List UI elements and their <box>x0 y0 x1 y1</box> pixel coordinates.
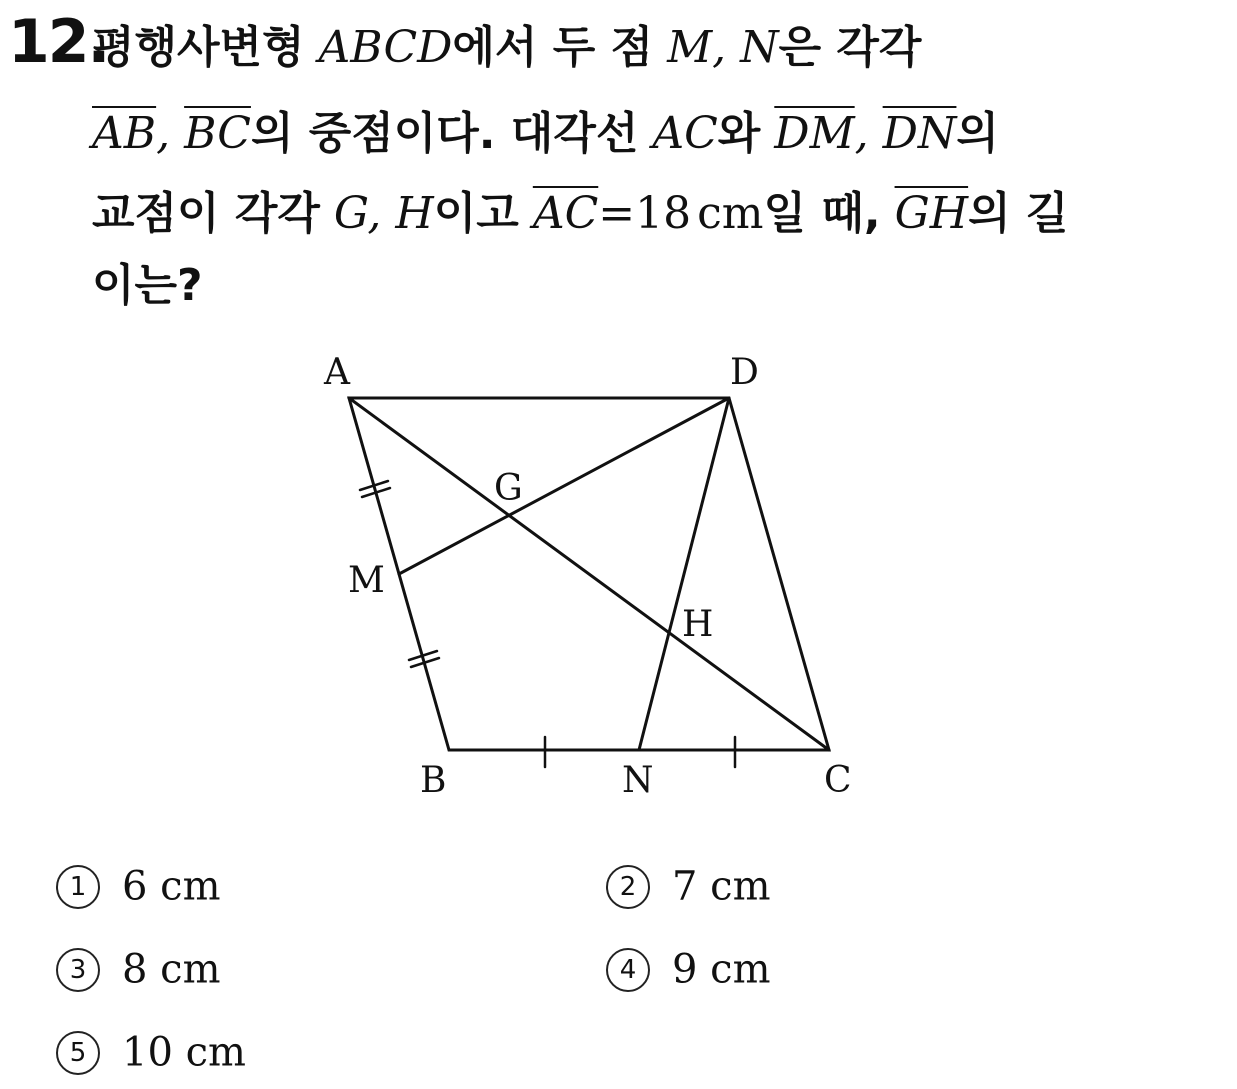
diagonal-ac <box>349 398 829 750</box>
text: 평행사변형 <box>92 22 305 73</box>
choice-value: 7 cm <box>672 863 771 910</box>
choice-number-badge: 2 <box>606 865 650 909</box>
choice-value: 8 cm <box>122 946 221 993</box>
choice-number-badge: 3 <box>56 948 100 992</box>
label-m: M <box>348 560 385 601</box>
label-c: C <box>824 760 852 801</box>
text: 일 때, <box>763 188 881 239</box>
label-d: D <box>730 352 759 393</box>
segment-dn: $\overline{DN}$ <box>882 108 957 159</box>
label-h: H <box>682 604 714 645</box>
segment-dn <box>639 398 729 750</box>
text: 의 <box>956 108 999 159</box>
choice-5[interactable] <box>56 1024 246 1080</box>
choice-4[interactable] <box>606 941 771 997</box>
given-length-unit: cm <box>697 188 764 239</box>
choice-3[interactable] <box>56 941 221 997</box>
point-m: M, <box>667 22 727 73</box>
choice-number-badge: 1 <box>56 865 100 909</box>
label-a: A <box>324 352 350 393</box>
text: 와 <box>717 108 761 159</box>
equals-sign: = <box>598 188 636 239</box>
choice-value: 10 cm <box>122 1029 246 1076</box>
diagonal-ac: AC <box>652 108 718 159</box>
choice-number-badge: 4 <box>606 948 650 992</box>
segment-bc: $\overline{BC}$ <box>184 108 251 159</box>
comma: , <box>156 108 171 159</box>
text: 의 길 <box>968 188 1069 239</box>
label-n: N <box>622 760 654 801</box>
text: 의 중점이다. 대각선 <box>250 108 639 159</box>
label-b: B <box>420 760 447 801</box>
choice-2[interactable] <box>606 858 771 914</box>
choice-number-badge: 5 <box>56 1031 100 1075</box>
segment-gh: $\overline{GH}$ <box>894 188 969 239</box>
segment-ab: $\overline{AB}$ <box>92 108 157 159</box>
text: 교점이 각각 <box>92 188 320 239</box>
choice-value: 6 cm <box>122 863 221 910</box>
point-n: N <box>740 22 779 73</box>
question-number: 12. <box>8 7 109 77</box>
segment-dm <box>399 398 729 574</box>
segment-ac: $\overline{AC}$ <box>532 188 599 239</box>
parallelogram-name: ABCD <box>318 22 453 73</box>
choice-1[interactable] <box>56 858 221 914</box>
text: 이는? <box>92 260 203 311</box>
choice-value: 9 cm <box>672 946 771 993</box>
comma: , <box>854 108 869 159</box>
point-g: G, <box>333 188 382 239</box>
text: 에서 두 점 <box>452 22 654 73</box>
text: 은 각각 <box>778 22 922 73</box>
point-h: H <box>395 188 434 239</box>
label-g: G <box>494 468 523 509</box>
text: 이고 <box>433 188 519 239</box>
given-length-value: 18 <box>635 188 692 239</box>
segment-dm: $\overline{DM}$ <box>774 108 855 159</box>
